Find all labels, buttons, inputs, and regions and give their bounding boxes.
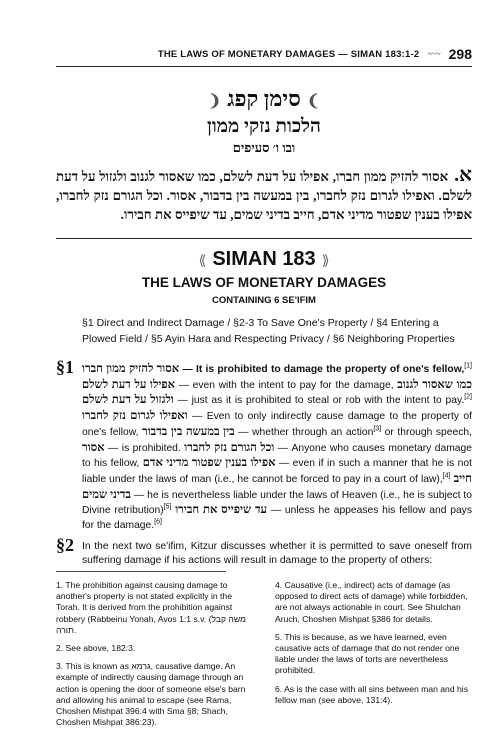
translation-text: — even if in such a manner that he is not liable under the laws of man (i.e., he cannot be forced to pay in a court of law), [82,458,472,485]
hebrew-subtitle: הלכות נזקי ממון [207,116,321,137]
section-mark-1: §1 [56,357,74,377]
hebrew-heading [56,86,472,157]
translation-text: — even with the intent to pay for the damage, [175,379,394,391]
footnote: 4. Causative (i.e., indirect) acts of damage (as opposed to direct acts of damage) while forbidden, are not always actionable in court. See Shulchan Aruch, Choshen Mishpat §386 for details. [275,580,468,624]
translation-text: — he is nevertheless liable under the laws of Heaven (i.e., he is subject to Divine retribution) [82,489,473,517]
translation-text: — whether through an action [234,426,374,438]
hebrew-title-ornament-left: ❨ [207,93,222,110]
commentary-body [56,357,473,569]
footnote: 6. As is the case with all sins between man and his fellow man (see above, 131:4). [275,683,468,705]
hebrew-paragraph [56,166,472,224]
footnote-column-left [56,580,253,735]
hebrew-phrase: בין במעשה בין בדבור [142,425,235,438]
english-heading [56,246,472,309]
hebrew-phrase: ואפילו לגרום נזק לחברו [82,410,188,423]
section-summary: §1 Direct and Indirect Damage / §2-3 To Save One's Property / §4 Entering a Plowed Field / §5 Ayin Hara and Respecting Privacy / §6 Neighboring Properties [82,317,455,345]
header-ornament: ~∙~ [427,48,441,60]
hebrew-phrase: עד שיפייס את חבירו [175,504,268,517]
hebrew-phrase: אסור [82,441,105,454]
translation-text: — It is prohibited to damage the property of one's fellow, [179,364,465,375]
footnote: 1. The prohibition against causing damage to another's property is not stated explicitly in the Torah. It is derived from the prohibition against robbery (Rabbeinu Yonah, Avos 1:1 s.v. (משה קבל תורה. [56,580,246,635]
hebrew-siman-title [56,86,472,115]
hebrew-title-ornament-right: ❩ [306,93,321,110]
footnote: 2. See above, 182:3. [56,643,136,654]
section-divider [56,238,472,239]
paragraph-2 [56,534,472,569]
english-seif-count: CONTAINING 6 SE'IFIM [212,295,316,306]
translation-text: or through speech, [381,426,472,438]
footnote-ref: [1] [464,362,472,370]
page-number: 298 [448,46,472,62]
hebrew-phrase: אפילו בענין שפטור מדיני אדם [142,457,276,470]
footnote-ref: [3] [373,425,382,433]
section-mark-2: §2 [56,534,74,555]
hebrew-phrase: כמו שאסור לגנוב ולגזול על דעת לשלם [82,378,472,407]
paragraph-2-text: In the next two se'ifim, Kitzur discusses whether it is permitted to save oneself from suffering damage if his actions will result in damage to the property of others: [82,540,472,567]
siman-ornament-left: ⟪ [198,252,207,268]
translation-text: — Anyone who causes monetary damage to his fellow, [82,442,472,470]
footnote-ref: [4] [442,472,451,480]
english-subtitle: THE LAWS OF MONETARY DAMAGES [141,275,387,290]
translation-text: — Even to only indirectly cause damage to the property of one's fellow, [82,411,472,438]
footnote-ref: [5] [163,503,172,511]
siman-title [56,246,472,273]
hebrew-title-text: סימן קפג [227,86,301,111]
footnotes [56,580,472,735]
footnote: 3. This is known as גרמא, causative damge. An example of indirectly causing damage through an action is opening the door of someone else's barn and allowing his animal to escape (see Rama, Choshen Mishpat 396:4 with Sma §8; Shach, Choshen Mishpat 386:23). [56,661,246,728]
footnote-rule [56,571,226,572]
hebrew-phrase: אסור להזיק ממון חברו [82,363,180,375]
running-header [56,44,472,64]
footnote-ref: [2] [464,393,472,401]
hebrew-paragraph-text: אסור להזיק ממון חברו, אפילו על דעת לשלם, כמו שאסור לגנוב ולגזול על דעת לשלם. ואפילו לגרום נזק לחברו, בין במעשה בין בדבור, אסור. וכל הגורם נזק לחברו, אפילו בענין שפטור מדיני אדם, חייב בדיני שמים, עד שיפייס את חבירו. [56,169,472,222]
hebrew-seif-letter: א. [454,164,472,186]
hebrew-phrase: וכל הגורם נזק לחברו [184,441,275,454]
translation-text: — unless he appeases his fellow and pays for the damage. [82,505,472,532]
siman-ornament-right: ⟫ [321,252,330,268]
translation-text: — just as it is prohibited to steal or rob with the intent to pay. [173,395,465,407]
paragraph-1 [56,357,473,534]
running-header-title: THE LAWS OF MONETARY DAMAGES — SIMAN 183:1-2 [157,48,420,60]
hebrew-phrase: אפילו על דעת לשלם [82,378,175,391]
siman-title-text: SIMAN 183 [212,248,316,270]
footnote-column-right [275,580,472,735]
hebrew-seif-count: ובו ו׳ סעיפים [232,140,296,155]
hebrew-phrase: חייב בדיני שמים [82,472,472,501]
header-rule [56,66,472,67]
footnote: 5. This is because, as we have learned, even causative acts of damage that do not render one liable under the laws of torts are nevertheless prohibited. [275,631,460,676]
translation-text: — is prohibited. [104,442,181,454]
footnote-ref: [6] [154,518,162,526]
